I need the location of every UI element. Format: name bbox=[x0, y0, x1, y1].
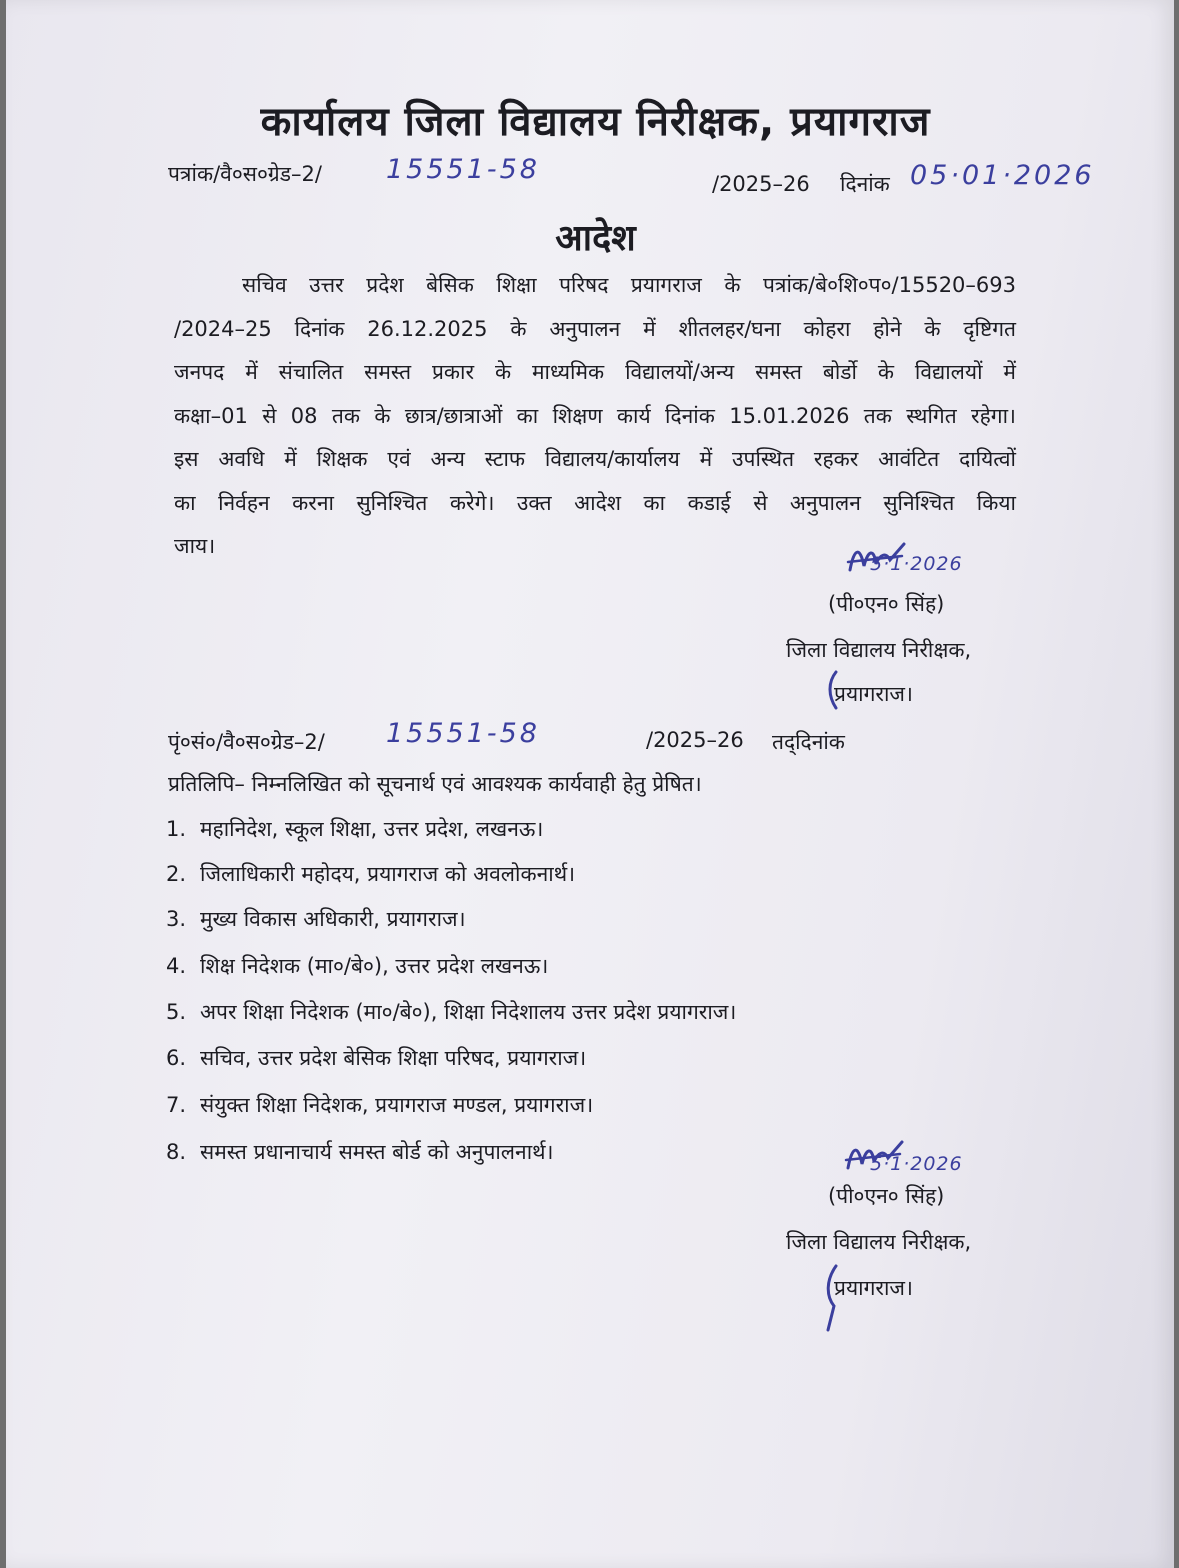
signatory-place: प्रयागराज। bbox=[834, 682, 913, 706]
list-item-text: सचिव, उत्तर प्रदेश बेसिक शिक्षा परिषद, प्रयागराज। bbox=[200, 1046, 587, 1070]
list-item-text: शिक्ष निदेशक (मा०/बे०), उत्तर प्रदेश लखनऊ। bbox=[200, 954, 549, 978]
signatory-name: (पी०एन० सिंह) bbox=[828, 1184, 945, 1208]
signature-date-1: 5·1·2026 bbox=[870, 553, 963, 575]
list-item bbox=[166, 905, 466, 933]
list-item-number: 8. bbox=[166, 1140, 187, 1164]
list-item-number: 2. bbox=[166, 862, 187, 886]
signatory-designation: जिला विद्यालय निरीक्षक, bbox=[786, 1230, 972, 1254]
list-item bbox=[166, 1091, 593, 1119]
signatory-place: प्रयागराज। bbox=[834, 1276, 913, 1300]
date-label: दिनांक bbox=[840, 172, 890, 196]
ref-year: /2025–26 bbox=[712, 172, 810, 196]
order-body bbox=[174, 264, 1016, 569]
list-item-text: मुख्य विकास अधिकारी, प्रयागराज। bbox=[200, 907, 466, 931]
order-line: /2024–25 दिनांक 26.12.2025 के अनुपालन में शीतलहर/घना कोहरा होने के दृष्टिगत bbox=[174, 316, 1016, 341]
list-item-text: जिलाधिकारी महोदय, प्रयागराज को अवलोकनार्थ। bbox=[200, 862, 576, 886]
office-title: कार्यालय जिला विद्यालय निरीक्षक, प्रयागराज bbox=[260, 99, 931, 145]
order-heading: आदेश bbox=[555, 218, 636, 259]
order-line: सचिव उत्तर प्रदेश बेसिक शिक्षा परिषद प्रयागराज के पत्रांक/बे०शि०प०/15520–693 bbox=[242, 273, 1016, 297]
list-item-text: समस्त प्रधानाचार्य समस्त बोर्ड को अनुपालनार्थ। bbox=[200, 1140, 554, 1164]
list-item bbox=[166, 1044, 586, 1072]
document-page bbox=[6, 0, 1174, 1568]
list-item-text: महानिदेश, स्कूल शिक्षा, उत्तर प्रदेश, लखनऊ। bbox=[200, 817, 544, 841]
order-line: जाय। bbox=[174, 534, 216, 558]
list-item bbox=[166, 860, 575, 888]
copy-ref-number-handwritten: 15551-58 bbox=[386, 718, 540, 749]
order-line: का निर्वहन करना सुनिश्चित करेगे। उक्त आदेश का कडाई से अनुपालन सुनिश्चित किया bbox=[174, 490, 1016, 515]
order-line: इस अवधि में शिक्षक एवं अन्य स्टाफ विद्यालय/कार्यालय में उपस्थित रहकर आवंटित दायित्वों bbox=[174, 447, 1016, 471]
date-handwritten: 05·01·2026 bbox=[910, 160, 1095, 191]
list-item-number: 6. bbox=[166, 1046, 187, 1070]
signature-date-2: 5·1·2026 bbox=[870, 1153, 963, 1175]
list-item bbox=[166, 952, 548, 980]
ref-number-handwritten: 15551-58 bbox=[386, 154, 540, 185]
list-item-number: 7. bbox=[166, 1093, 187, 1117]
list-item-text: अपर शिक्षा निदेशक (मा०/बे०), शिक्षा निदेशालय उत्तर प्रदेश प्रयागराज। bbox=[200, 1000, 737, 1024]
list-item-number: 1. bbox=[166, 817, 187, 841]
copy-intro: प्रतिलिपि– निम्नलिखित को सूचनार्थ एवं आवश्यक कार्यवाही हेतु प्रेषित। bbox=[168, 772, 702, 796]
list-item-text: संयुक्त शिक्षा निदेशक, प्रयागराज मण्डल, प्रयागराज। bbox=[200, 1093, 594, 1117]
list-item-number: 4. bbox=[166, 954, 187, 978]
list-item-number: 5. bbox=[166, 1000, 187, 1024]
copy-ref-year: /2025–26 bbox=[646, 728, 744, 752]
copy-ref-prefix: पृं०सं०/वै०स०ग्रेड–2/ bbox=[168, 730, 325, 754]
list-item bbox=[166, 1138, 554, 1166]
signatory-name: (पी०एन० सिंह) bbox=[828, 592, 945, 616]
ref-prefix: पत्रांक/वै०स०ग्रेड–2/ bbox=[168, 162, 322, 186]
copy-date-text: तद्‌दिनांक bbox=[772, 730, 845, 754]
order-line: कक्षा–01 से 08 तक के छात्र/छात्राओं का शिक्षण कार्य दिनांक 15.01.2026 तक स्थगित रहेगा। bbox=[174, 403, 1016, 428]
list-item bbox=[166, 815, 543, 843]
list-item-number: 3. bbox=[166, 907, 187, 931]
signatory-designation: जिला विद्यालय निरीक्षक, bbox=[786, 638, 972, 662]
list-item bbox=[166, 998, 736, 1026]
order-line: जनपद में संचालित समस्त प्रकार के माध्यमिक विद्यालयों/अन्य समस्त बोर्डो के विद्यालयों में bbox=[174, 360, 1016, 384]
